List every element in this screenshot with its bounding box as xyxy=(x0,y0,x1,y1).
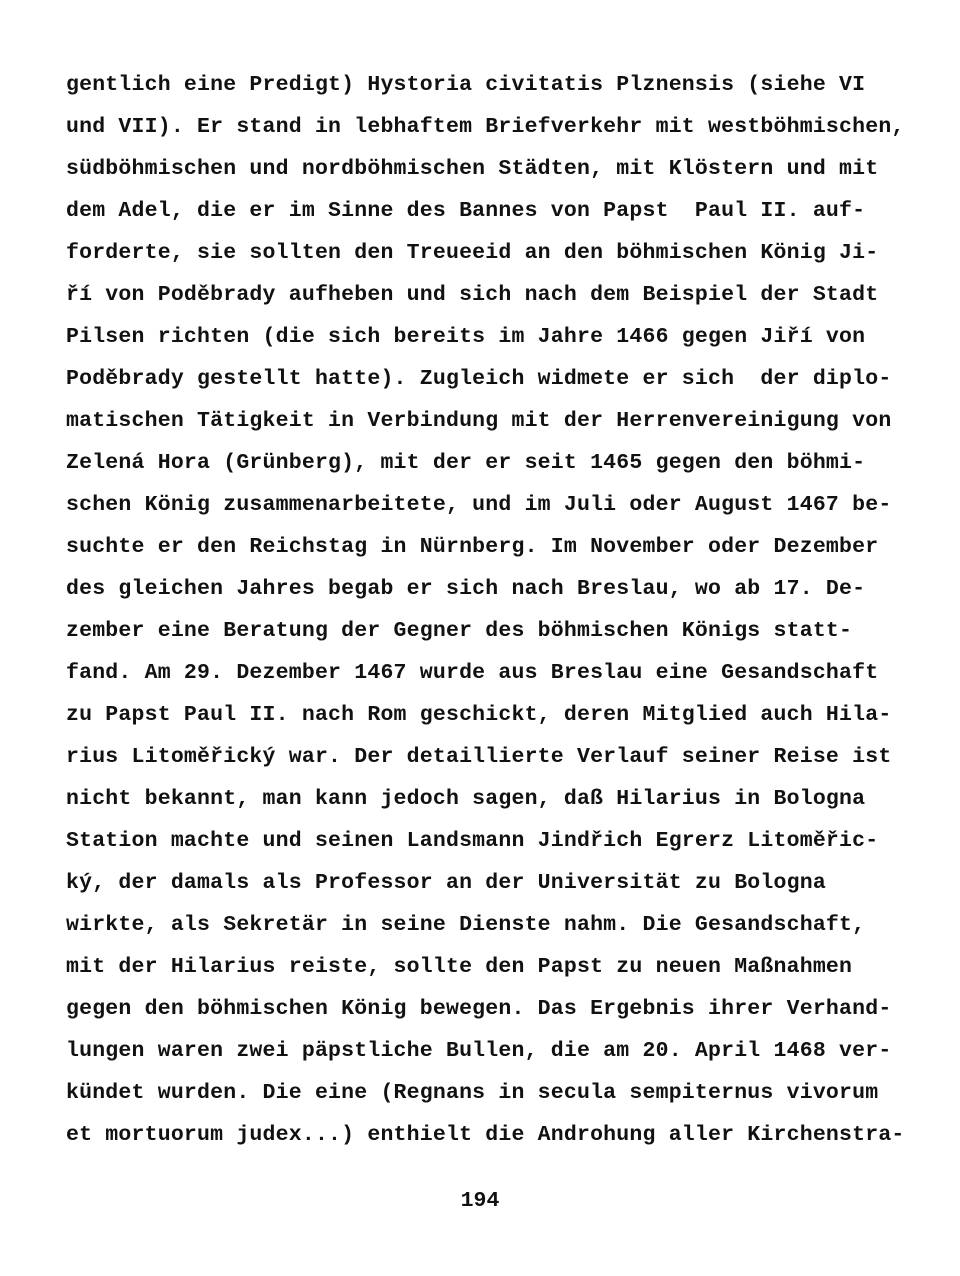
text-line: und VII). Er stand in lebhaftem Briefverkehr mit westböhmischen, xyxy=(66,115,905,139)
text-line: kündet wurden. Die eine (Regnans in secula sempiternus vivorum xyxy=(66,1081,879,1105)
text-line: forderte, sie sollten den Treueeid an den böhmischen König Ji- xyxy=(66,241,879,265)
text-line: suchte er den Reichstag in Nürnberg. Im November oder Dezember xyxy=(66,535,879,559)
text-line: ří von Poděbrady aufheben und sich nach dem Beispiel der Stadt xyxy=(66,283,879,307)
text-line: dem Adel, die er im Sinne des Bannes von Papst Paul II. auf- xyxy=(66,199,866,223)
text-line: südböhmischen und nordböhmischen Städten, mit Klöstern und mit xyxy=(66,157,879,181)
text-line: zember eine Beratung der Gegner des böhmischen Königs statt- xyxy=(66,619,853,643)
text-line: mit der Hilarius reiste, sollte den Papst zu neuen Maßnahmen xyxy=(66,955,853,979)
text-line: wirkte, als Sekretär in seine Dienste nahm. Die Gesandschaft, xyxy=(66,913,866,937)
text-line: Zelená Hora (Grünberg), mit der er seit 1465 gegen den böhmi- xyxy=(66,451,866,475)
text-line: zu Papst Paul II. nach Rom geschickt, deren Mitglied auch Hila- xyxy=(66,703,892,727)
page-number: 194 xyxy=(460,1189,500,1213)
text-line: nicht bekannt, man kann jedoch sagen, daß Hilarius in Bologna xyxy=(66,787,866,811)
text-line: lungen waren zwei päpstliche Bullen, die am 20. April 1468 ver- xyxy=(66,1039,892,1063)
text-line: Poděbrady gestellt hatte). Zugleich widmete er sich der diplo- xyxy=(66,367,892,391)
text-line: fand. Am 29. Dezember 1467 wurde aus Breslau eine Gesandschaft xyxy=(66,661,879,685)
text-line: matischen Tätigkeit in Verbindung mit der Herrenvereinigung von xyxy=(66,409,892,433)
text-line: schen König zusammenarbeitete, und im Juli oder August 1467 be- xyxy=(66,493,892,517)
body-text xyxy=(66,64,905,1156)
text-line: gegen den böhmischen König bewegen. Das Ergebnis ihrer Verhand- xyxy=(66,997,892,1021)
text-line: rius Litoměřický war. Der detaillierte Verlauf seiner Reise ist xyxy=(66,745,892,769)
text-line: des gleichen Jahres begab er sich nach Breslau, wo ab 17. De- xyxy=(66,577,866,601)
text-line: Station machte und seinen Landsmann Jindřich Egrerz Litoměřic- xyxy=(66,829,879,853)
text-line: gentlich eine Predigt) Hystoria civitatis Plznensis (siehe VI xyxy=(66,73,866,97)
text-line: et mortuorum judex...) enthielt die Androhung aller Kirchenstra- xyxy=(66,1123,905,1147)
text-line: ký, der damals als Professor an der Universität zu Bologna xyxy=(66,871,826,895)
text-line: Pilsen richten (die sich bereits im Jahre 1466 gegen Jiří von xyxy=(66,325,866,349)
